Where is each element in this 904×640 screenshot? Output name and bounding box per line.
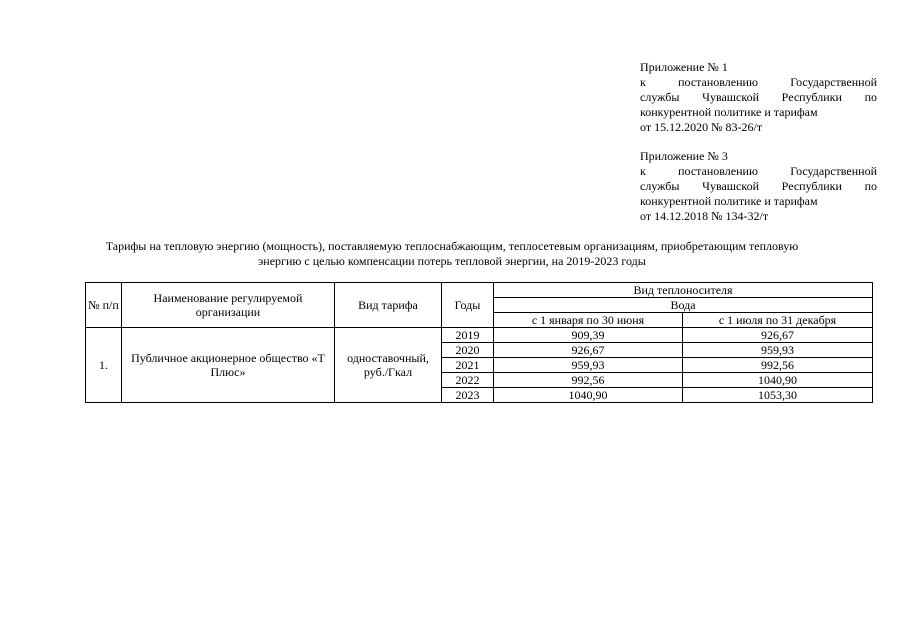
appendix-3-line-3: конкурентной политике и тарифам xyxy=(640,194,818,208)
tariff-table xyxy=(85,282,873,403)
appendix-3-line-1: к постановлению Государственной xyxy=(640,164,877,178)
h1-value-cell: 909,39 xyxy=(494,328,683,343)
row-num: 1. xyxy=(86,328,122,403)
header-water: Вода xyxy=(494,298,873,313)
header-tariff-type: Вид тарифа xyxy=(335,283,442,328)
year-cell: 2019 xyxy=(442,328,494,343)
appendix-3-line-2: службы Чувашской Республики по xyxy=(640,179,877,193)
header-num: № п/п xyxy=(86,283,122,328)
year-cell: 2022 xyxy=(442,373,494,388)
h2-value-cell: 992,56 xyxy=(683,358,873,373)
appendix-1-block xyxy=(640,60,877,135)
table-header-row-1 xyxy=(86,283,873,298)
document-title xyxy=(80,239,824,269)
h2-value-cell: 1040,90 xyxy=(683,373,873,388)
appendix-3-title: Приложение № 3 xyxy=(640,149,728,163)
appendix-1-line-1: к постановлению Государственной xyxy=(640,75,877,89)
appendix-1-line-4: от 15.12.2020 № 83-26/т xyxy=(640,120,763,134)
appendix-1-title: Приложение № 1 xyxy=(640,60,728,74)
header-carrier: Вид теплоносителя xyxy=(494,283,873,298)
document-title-line-1: Тарифы на тепловую энергию (мощность), поставляемую теплоснабжающим, теплосетевым организациям, приобретающим тепловую xyxy=(105,239,799,253)
h2-value-cell: 926,67 xyxy=(683,328,873,343)
year-cell: 2021 xyxy=(442,358,494,373)
appendix-1-line-2: службы Чувашской Республики по xyxy=(640,90,877,104)
appendix-1-line-3: конкурентной политике и тарифам xyxy=(640,105,818,119)
h1-value-cell: 992,56 xyxy=(494,373,683,388)
header-period-2: с 1 июля по 31 декабря xyxy=(683,313,873,328)
h2-value-cell: 959,93 xyxy=(683,343,873,358)
row-org: Публичное акционерное общество «Т Плюс» xyxy=(122,328,335,403)
table-row xyxy=(86,328,873,343)
h1-value-cell: 1040,90 xyxy=(494,388,683,403)
header-years: Годы xyxy=(442,283,494,328)
document-title-line-2: энергию с целью компенсации потерь тепловой энергии, на 2019-2023 годы xyxy=(258,254,646,268)
h1-value-cell: 926,67 xyxy=(494,343,683,358)
h1-value-cell: 959,93 xyxy=(494,358,683,373)
appendix-3-block xyxy=(640,149,877,224)
header-org: Наименование регулируемой организации xyxy=(122,283,335,328)
h2-value-cell: 1053,30 xyxy=(683,388,873,403)
year-cell: 2020 xyxy=(442,343,494,358)
appendix-3-line-4: от 14.12.2018 № 134-32/т xyxy=(640,209,769,223)
row-tariff-type: одноставочный, руб./Гкал xyxy=(335,328,442,403)
header-period-1: с 1 января по 30 июня xyxy=(494,313,683,328)
year-cell: 2023 xyxy=(442,388,494,403)
